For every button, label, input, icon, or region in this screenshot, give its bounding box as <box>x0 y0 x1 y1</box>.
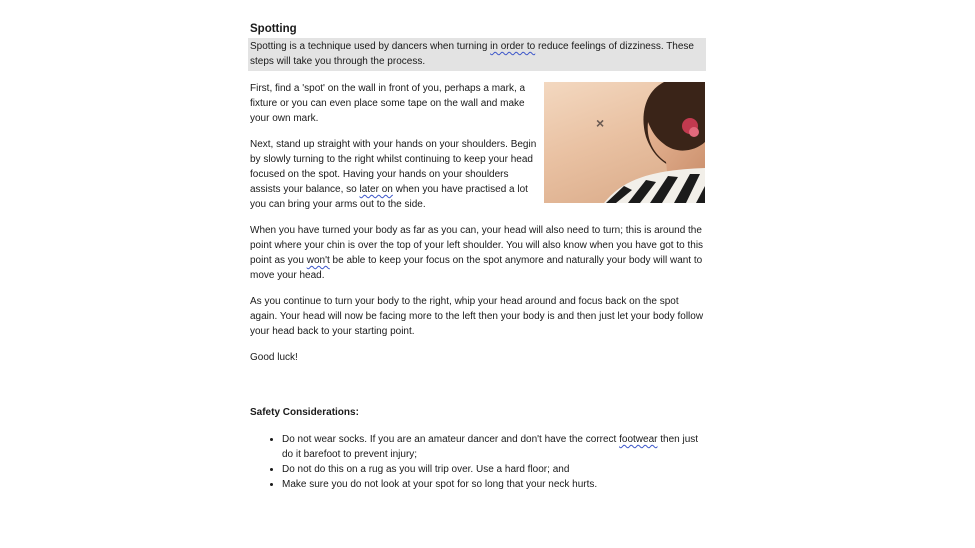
steps-text-column <box>250 81 540 212</box>
document-title: Spotting <box>250 23 297 35</box>
spot-mark-icon: × <box>596 115 605 131</box>
safety-item-socks-part1: Do not wear socks. If you are an amateur dancer and don't have the correct <box>282 434 620 445</box>
closing-paragraph[interactable]: Good luck! <box>250 352 298 363</box>
step-four-paragraph[interactable]: As you continue to turn your body to the right, whip your head around and focus back on the spot again. Your head will now be facing more to the left then your body is and then just let your body follow your head back to your starting point. <box>250 296 704 337</box>
step-one-paragraph[interactable]: First, find a 'spot' on the wall in front of you, perhaps a mark, a fixture or you can even place some tape on the wall and make your own mark. <box>250 83 526 124</box>
grammar-flag-later-on[interactable]: later on <box>359 184 393 195</box>
intro-text-part1: Spotting is a technique used by dancers when turning <box>250 41 491 52</box>
safety-heading: Safety Considerations: <box>250 407 359 418</box>
safety-item-neck[interactable]: • Make sure you do not look at your spot for so long that your neck hurts. <box>282 477 706 492</box>
dancer-illustration <box>544 82 705 203</box>
safety-list <box>250 432 706 492</box>
step-three-paragraph[interactable] <box>250 223 706 283</box>
dancer-photo[interactable] <box>544 82 705 203</box>
document-page <box>250 20 706 492</box>
intro-text-part2: reduce feelings of dizziness. These steps will take you through the process. <box>250 41 694 67</box>
safety-item-socks-part2: then just do it barefoot to prevent injury; <box>282 434 699 460</box>
grammar-flag-wont[interactable]: won't <box>306 255 330 266</box>
step-two-part1: Next, stand up straight with your hands on your shoulders. Begin by slowly turning to the right whilst continuing to keep your head focused on the spot. Having your hands on your shoulders assists your balance, so <box>250 139 537 195</box>
safety-item-rug[interactable]: • Do not do this on a rug as you will trip over. Use a hard floor; and <box>282 462 706 477</box>
grammar-flag-in-order-to[interactable]: in order to <box>490 41 536 52</box>
safety-item-socks[interactable] <box>282 432 706 462</box>
spelling-flag-footwear[interactable]: footwear <box>619 434 658 445</box>
step-three-part2: be able to keep your focus on the spot anymore and naturally your body will want to move your head. <box>250 255 703 281</box>
steps-with-image <box>250 81 706 212</box>
intro-paragraph[interactable] <box>248 38 706 71</box>
step-three-part1: When you have turned your body as far as you can, your head will also need to turn; this is around the point where your chin is over the top of your left shoulder. You will also know when you have got to this point as you <box>250 225 704 266</box>
step-two-paragraph[interactable] <box>250 137 540 212</box>
step-two-part2: when you have practised a lot you can bring your arms out to the side. <box>250 184 528 210</box>
